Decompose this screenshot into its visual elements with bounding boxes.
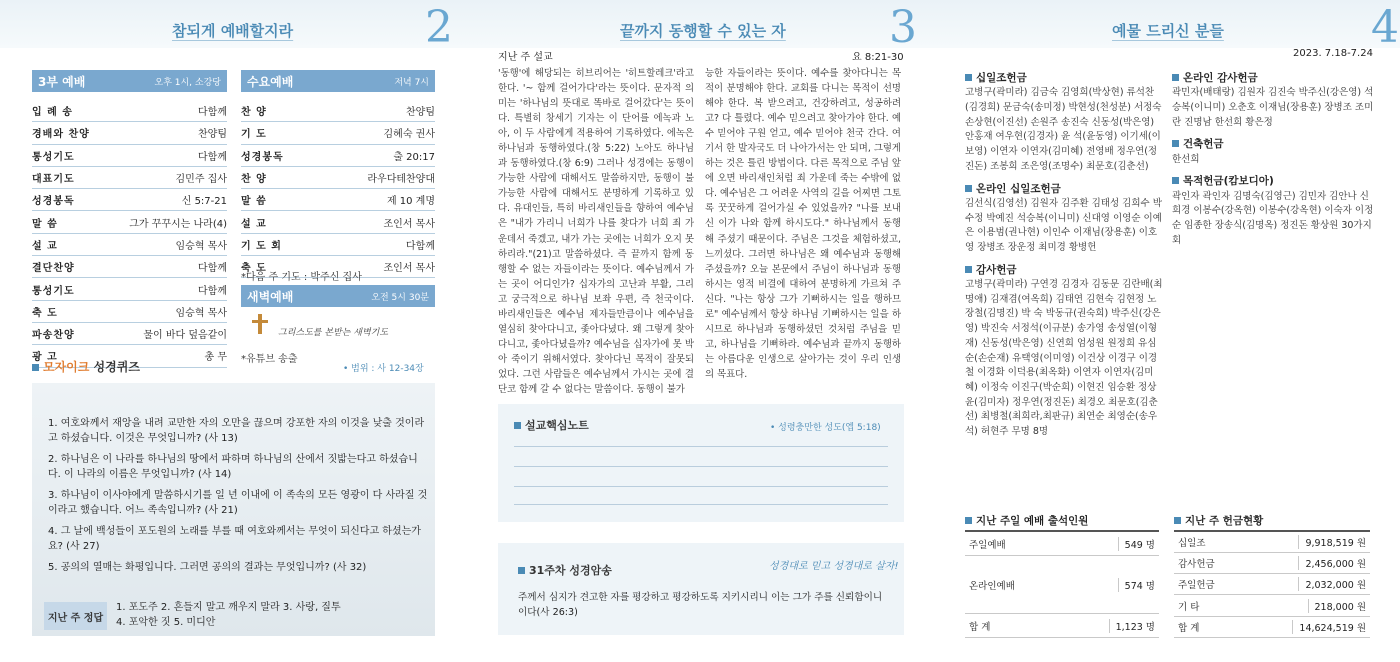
row-value: 다함께: [198, 151, 227, 163]
offering-title-text: 지난 주 헌금현황: [1185, 515, 1264, 527]
table-row: [32, 189, 227, 211]
offering-category: [1172, 136, 1376, 152]
table-row: [32, 323, 227, 345]
row-value: 찬양팀: [406, 107, 435, 119]
offering-category-title: 온라인 감사헌금: [1183, 72, 1258, 84]
table-row: [32, 301, 227, 323]
offering-category: [1172, 173, 1376, 189]
row-value: 2,456,000 원: [1298, 556, 1366, 570]
row-value: 14,624,519 원: [1292, 620, 1366, 634]
row-value: 임승혁 목사: [175, 240, 227, 252]
square-bullet-icon: [514, 422, 521, 429]
page-number: 4: [1371, 2, 1399, 53]
table-row: [965, 614, 1159, 638]
donor-names: 곽인자 곽인자 김명숙(김영근) 김민자 김안나 신희경 이봉수(강옥현) 이봉수(강옥현) 이숙자 이정순 임종한 장송식(김명옥) 정진돈 황상원 30가지회: [1172, 190, 1374, 246]
memory-text: 주께서 심지가 견고한 자를 평강하고 평강하도록 지키시리니 이는 그가 주를 신뢰함이니이다(사 26:3): [518, 592, 883, 619]
row-label: 찬 양: [241, 107, 267, 119]
offering-date: 2023. 7.18-7.24: [1293, 48, 1373, 59]
note-title: [514, 417, 589, 433]
row-value: 라우다테찬양대: [367, 174, 435, 186]
service3-time: 오후 1시, 소강당: [154, 77, 221, 88]
row-label: 결단찬양: [32, 263, 75, 275]
wednesday-title: 수요예배: [247, 74, 294, 89]
row-value: 물이 바다 덮음같이: [143, 330, 227, 342]
row-label: 합 계: [1178, 623, 1200, 634]
offerings-left: [965, 64, 1165, 440]
row-value: 조인서 목사: [383, 218, 435, 230]
square-bullet-icon: [1172, 140, 1179, 147]
offering-category-title: 십일조헌금: [976, 72, 1027, 84]
sermon-column-1: '동행'에 해당되는 히브리어는 '히트할레크'라고 한다. '~ 함께 걸어가다'라는 뜻이다. 문자적 의미는 '하나님의 뜻대로 똑바로 걸어갔다'는 뜻이다. 특별히 창세기 기자는 이 단어를 에녹과 노아, 이 두 사람에게 적용하여 기록하였다. 에녹은 하나님과 동행하였다.(창 5:22) 노아도 하나님과 동행하였다.(창 6:9) 그러나 성경에는 동행이 가능한 사람에 대해서도 말씀하지만, 동행이 불가능한 사람에 대해서도 분명하게 기록하고 있다. 유대인들, 특히 바리새인들을 향하여 예수님은 "내가 가리니 너희가 나를 찾다가 너희 죄 가운데서 죽겠고, 내가 가는 곳에는 너희가 오지 못하리라."(21)고 말씀하셨다. 즉 끝까지 함께 동행할 수 없는 자들이라는 뜻이다. 예수님께서 가는 곳이 어디인가? 십자가의 고난과 부활, 그리고 궁극적으로 하나님 보좌 우편, 즉 천국이다. 바리새인들은 예수님 제자들만큼이나 예수님을 열심히 찾아다니고, 좇아다녔다. 왜 그렇게 찾아다니고, 좇아다녔을까? 예수님을 십자가에 못 박아 죽이기 위해서였다. 찾아다닌 목적이 잘못되었다. 그런 사람들은 예수님께서 가시는 곳에 결단코 함께 갈 수 없다는 말씀이다. 동행이 불가: [498, 68, 694, 395]
offering-category-title: 건축헌금: [1183, 138, 1224, 151]
quiz-question: 2. 하나님은 이 나라를 하나님의 땅에서 파하며 하나님의 산에서 짓밟는다고 하셨습니다. 이 나라의 이름은 무엇입니까? (사 14): [48, 454, 418, 480]
note-box: [498, 404, 904, 522]
square-bullet-icon: [965, 185, 972, 192]
row-value: 출 20:17: [393, 151, 435, 163]
wednesday-header: [241, 70, 435, 92]
page-title: 끝까지 동행할 수 있는 자: [620, 22, 786, 40]
table-row: [241, 167, 435, 189]
row-value: 김혜숙 권사: [383, 129, 435, 141]
page-title: 예물 드리신 분들: [1112, 22, 1224, 40]
square-bullet-icon: [32, 364, 39, 371]
quiz-question: 4. 그 날에 백성들이 포도원의 노래를 부를 때 여호와께서는 무엇이 되신다고 하셨는가요? (사 27): [48, 526, 421, 552]
square-bullet-icon: [1172, 74, 1179, 81]
dawn-logo-text: 그리스도를 본받는 새벽기도: [278, 328, 389, 338]
dawn-title: 새벽예배: [247, 289, 294, 304]
row-label: 광 고: [32, 352, 58, 364]
memory-title: [518, 562, 612, 578]
offering-category-title: 감사헌금: [976, 263, 1017, 276]
wednesday-time: 저녁 7시: [394, 77, 429, 88]
row-value: 제 10 계명: [386, 196, 435, 208]
row-label: 성경봉독: [241, 151, 284, 163]
service3-header: [32, 70, 227, 92]
square-bullet-icon: [965, 266, 972, 273]
donor-names: 고병구(곽미라) 김금숙 김영희(박상현) 류석찬(김경희) 문금숙(송미정) 박현성(천성분) 서정숙 손상현(이진선) 손원주 송진숙 신동성(박은영) 안홍재 여우현(김경자) 윤 석(윤동영) 이기세(이보영) 이연자 이연자(김미혜) 전영배 정우연(정진돈) 조봉희 조은영(조명수) 최문호(김춘선): [965, 87, 1162, 172]
dawn-note: *유튜브 송출: [241, 354, 298, 365]
wednesday-note: *다음 주 기도 : 박주신 집사: [241, 272, 362, 283]
note-sub: • 성령충만한 성도(엡 5:18): [770, 423, 881, 433]
quiz-questions: [48, 416, 428, 581]
row-label: 말 씀: [32, 218, 58, 230]
table-row: [1174, 574, 1370, 595]
memory-title-text: 31주차 성경암송: [529, 564, 612, 577]
donor-names: 곽민자(배태랑) 김원자 김진숙 박주신(강은영) 석승복(이니미) 오춘호 이재님(장용훈) 장병조 조미란 진명남 한선희 황은정: [1172, 87, 1374, 128]
table-row: [241, 234, 435, 256]
row-value: 218,000 원: [1308, 599, 1366, 613]
table-row: [1174, 617, 1370, 638]
page-title: 참되게 예배할지라: [172, 22, 294, 40]
row-label: 주일예배: [969, 539, 1006, 551]
row-value: 신 5:7-21: [181, 196, 227, 208]
table-row: [1174, 595, 1370, 617]
square-bullet-icon: [518, 567, 525, 574]
row-label: 통성기도: [32, 285, 75, 297]
page-number: 3: [889, 2, 917, 53]
service3-title: 3부 예배: [38, 74, 86, 89]
donor-names: 고병구(곽미라) 구연경 김경자 김동문 김란배(최명애) 김재겸(여옥희) 김태연 김현숙 김현정 노장철(김명진) 박 숙 박동규(권숙희) 박주신(강은영) 박진숙 서정석(이규분) 송가영 송성열(이형재) 신동성(박은영) 신연희 엄성원 원정희 유심순(손순재) 유택영(이미영) 이건상 이경구 이경철 이경화 이덕용(최옥화) 이연자 이연자(김미혜) 이정숙 이진구(박순희) 이현진 임승환 정상윤(김미자) 정우연(정진돈) 최경오 최문호(김춘선) 최병철(최희라,최판규) 최연순 최영순(송우석) 허현주 무명 8명: [965, 278, 1163, 438]
row-value: 다함께: [198, 285, 227, 297]
row-value: 574 명: [1118, 578, 1155, 592]
page-2: [0, 0, 467, 662]
note-line: [514, 486, 888, 487]
cross-logo-icon: [246, 312, 276, 342]
row-value: 다함께: [198, 263, 227, 275]
offering-category: [965, 70, 1165, 86]
row-value: 총 무: [204, 352, 227, 364]
dawn-logo: [246, 312, 432, 342]
table-row: [1174, 553, 1370, 574]
sermon-reference: 요 8:21-30: [852, 52, 904, 63]
note-line: [514, 446, 888, 447]
quiz-question: 1. 여호와께서 재앙을 내려 교만한 자의 오만을 끊으며 강포한 자의 이것을 낮출 것이라고 하셨습니다. 이것은 무엇입니까? (사 13): [48, 418, 425, 444]
quiz-title-text: 성경퀴즈: [89, 360, 140, 374]
answers: [116, 601, 341, 630]
row-label: 통성기도: [32, 151, 75, 163]
table-row: [965, 556, 1159, 614]
row-value: 1,123 명: [1109, 619, 1155, 633]
table-row: [1174, 532, 1370, 553]
square-bullet-icon: [965, 517, 972, 524]
note-line: [514, 466, 888, 467]
row-label: 십일조: [1178, 538, 1206, 549]
table-row: [32, 211, 227, 233]
attendance-table: [965, 530, 1159, 638]
row-label: 기 도 회: [241, 240, 282, 252]
offering-category-title: 온라인 십일조헌금: [976, 182, 1061, 195]
table-row: [241, 145, 435, 167]
row-label: 설 교: [241, 218, 267, 230]
offering-title: [1174, 513, 1263, 528]
row-value: 다함께: [406, 240, 435, 252]
quiz-question: 3. 하나님이 이사야에게 말씀하시기를 일 년 이내에 이 족속의 모든 영광이 다 사라질 것이라고 했습니다. 어느 족속입니까? (사 21): [48, 490, 428, 516]
row-label: 기 타: [1178, 601, 1200, 613]
table-row: [241, 211, 435, 233]
row-value: 다함께: [198, 107, 227, 119]
table-row: [32, 100, 227, 122]
row-label: 주일헌금: [1178, 580, 1215, 591]
row-value: 조인서 목사: [383, 263, 435, 275]
note-title-text: 설교핵심노트: [525, 419, 589, 432]
row-label: 온라인예배: [969, 580, 1015, 592]
row-value: 9,918,519 원: [1298, 535, 1366, 549]
row-label: 축 도: [241, 263, 267, 275]
row-label: 축 도: [32, 307, 58, 319]
square-bullet-icon: [1172, 177, 1179, 184]
offering-category: [965, 181, 1165, 197]
row-label: 합 계: [969, 621, 991, 633]
table-row: [32, 278, 227, 300]
service3-list: [32, 100, 227, 368]
table-row: [32, 145, 227, 167]
row-label: 파송찬양: [32, 330, 75, 342]
donor-names: 김선식(김영선) 김원자 김주환 김태성 김희수 박수정 박예진 석승복(이니미) 신대영 이영순 이예은 이용범(권나현) 이인수 이재님(장용훈) 이호영 장병조 장운정 최미경 황병헌: [965, 197, 1162, 253]
donor-names: 한선희: [1172, 153, 1200, 165]
attendance-title-text: 지난 주일 예배 출석인원: [976, 515, 1089, 527]
table-row: [32, 122, 227, 144]
table-row: [32, 256, 227, 278]
attendance-title: [965, 513, 1088, 528]
offerings-right: [1172, 64, 1376, 249]
row-label: 경배와 찬양: [32, 129, 90, 141]
offering-category-title: 목적헌금(캄보디아): [1183, 175, 1274, 188]
offering-category: [1172, 70, 1376, 86]
sermon-label: 지난 주 설교: [498, 52, 553, 63]
quiz-range: • 범위 : 사 12-34장: [343, 364, 424, 374]
table-row: [241, 122, 435, 144]
row-label: 감사헌금: [1178, 559, 1215, 570]
table-row: [965, 532, 1159, 556]
table-row: [32, 167, 227, 189]
quiz-question: 5. 공의의 열매는 화평입니다. 그러면 공의의 결과는 무엇입니까? (사 32): [48, 562, 367, 573]
dawn-time: 오전 5시 30분: [371, 292, 429, 303]
answer-line-1: 1. 포도주 2. 흔들지 말고 깨우지 말라 3. 사랑, 질투: [116, 602, 341, 613]
page-number: 2: [425, 2, 453, 53]
memory-box: [498, 543, 904, 635]
quiz-title-mosaic: 모자이크: [43, 360, 90, 374]
row-value: 김민주 집사: [175, 174, 227, 186]
square-bullet-icon: [965, 74, 972, 81]
row-value: 찬양팀: [198, 129, 227, 141]
answer-line-2: 4. 포악한 짓 5. 미디안: [116, 616, 216, 628]
row-label: 대표기도: [32, 174, 75, 186]
row-label: 입 례 송: [32, 107, 73, 119]
page-4: [933, 0, 1400, 662]
table-row: [241, 189, 435, 211]
note-line: [514, 504, 888, 505]
offering-category: [965, 262, 1165, 278]
wednesday-list: [241, 100, 435, 278]
quiz-title: [32, 358, 140, 375]
answer-label: 지난 주 정답: [44, 602, 107, 630]
table-row: [32, 234, 227, 256]
row-label: 찬 양: [241, 174, 267, 186]
page-3: [467, 0, 933, 662]
memory-sub: 성경대로 믿고 성경대로 살자!: [769, 561, 899, 572]
sermon-column-2: 능한 자들이라는 뜻이다. 예수를 찾아다니는 목적이 분명해야 한다. 교회를 다니는 목적이 선명해야 한다. 복 받으려고, 건강하려고, 성공하려고? 다 틀렸다. 예수 믿으려고 찾아가야 한다. 예수 믿어야 구원 얻고, 예수 믿어야 천국 간다. 여기서 한 발자국도 더 나아가서는 안 되며, 그렇게 하는 것은 틀린 방법이다. 다른 목적으로 주님 앞에 오면 바리새인처럼 죄 가운데 죽는 수밖에 없다. 예수님은 그 어려운 사역의 길을 어찌면 그토록 꿋꿋하게 걸어가실 수 있었을까? "나를 보내신 이가 나와 함께 하시도다." 하나님께서 동행해 주셨기 때문이다. 주님은 그것을 체험하셨고, 느끼셨다. 그러면 하나님은 왜 예수님과 동행해 주셨을까? 오늘 본문에서 주님이 하나님과 동행하시는 영적 비결에 대하여 분명하게 가르쳐 주신다. "나는 항상 그가 기뻐하시는 일을 행하므로" 예수님께서 항상 하나님 기뻐하시는 일을 하시므로 하나님과 동행하셨던 것처럼 주님을 믿고, 하나님을 기뻐하라. 예수님과 끝까지 동행하는 아름다운 인생으로 살아가는 것이 우리 인생의 목표다.: [705, 68, 901, 380]
row-label: 기 도: [241, 129, 267, 141]
row-value: 그가 꾸꾸시는 나라(4): [129, 218, 227, 230]
row-label: 말 씀: [241, 196, 267, 208]
square-bullet-icon: [1174, 517, 1181, 524]
row-value: 2,032,000 원: [1298, 577, 1366, 591]
offering-table: [1174, 530, 1370, 638]
row-label: 설 교: [32, 240, 58, 252]
row-value: 549 명: [1118, 537, 1155, 551]
row-label: 성경봉독: [32, 196, 75, 208]
table-row: [241, 100, 435, 122]
dawn-header: [241, 285, 435, 307]
row-value: 임승혁 목사: [175, 307, 227, 319]
